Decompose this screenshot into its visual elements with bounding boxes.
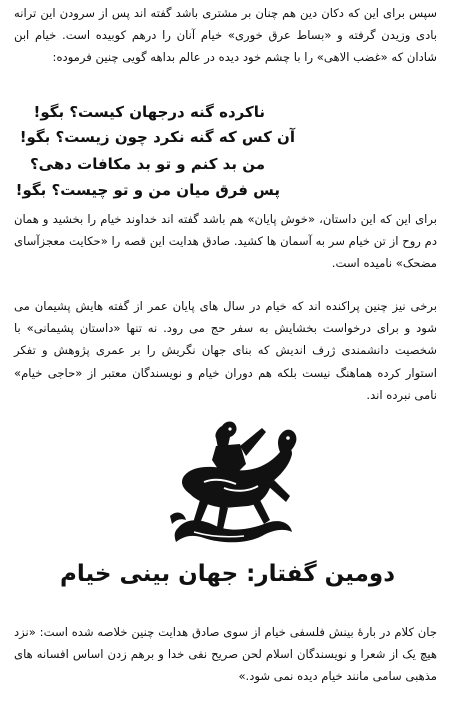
paragraph-forgiveness: برای این که این داستان، «خوش پایان» هم باشد گفته اند خداوند خیام را بخشید و همان دم روح از تن خیام سر به آسمان ها کشید. صادق هدایت این قصه را «حکایت معجزآسای مضحک» نامیده است. xyxy=(14,212,437,271)
section-heading: دومین گفتار: جهان بینی خیام xyxy=(59,561,396,587)
verse-line-4: پس فرق میان من و تو چیست؟ بگو! xyxy=(15,181,280,199)
paragraph-summary: جان کلام در بارهٔ بینش فلسفی خیام از سوی صادق هدایت چنین خلاصه شده است: «نزد هیچ یک از شعرا و نویسندگان اسلام لحن صریح نفی خدا و برهم زدن اساس افسانه های مذهبی سامی مانند خیام دیده نمی شود.» xyxy=(14,625,437,684)
verse-line-3: من بد کنم و تو بد مکافات دهی؟ xyxy=(29,155,265,173)
horse-rider-emblem-icon xyxy=(164,416,304,551)
paragraph-intro: سپس برای این که دکان دین هم چنان بر مشتری باشد گفته اند پس از سرودن این ترانه بادی وزیدن گرفته و «بساط عرق خوری» خیام آنان را درهم کوبیده است. خیام ابن شادان که «غضب الاهی» را با چشم خود دیده در عالم بداهه گویی چنین فرموده: xyxy=(14,6,437,65)
verse-line-1: ناکرده گنه درجهان کیست؟ بگو! xyxy=(33,103,265,121)
verse-line-2: آن کس که گنه نکرد چون زیست؟ بگو! xyxy=(19,128,295,146)
paragraph-repentance: برخی نیز چنین پراکنده اند که خیام در سال های پایان عمر از گفته هایش پشیمان می شود و برای درخواست بخشایش به سفر حج می رود. نه تنها «داستان پشیمانی» با شخصیت دانشمندی ژرف اندیش که بنای جهان نگریش را بر عمری پژوهش و تفکر استوار کرده هماهنگ نیست بلکه هم دوران خیام و نویسندگان معتبر از «حاجی خیام» نامی نبرده اند. xyxy=(14,299,437,402)
